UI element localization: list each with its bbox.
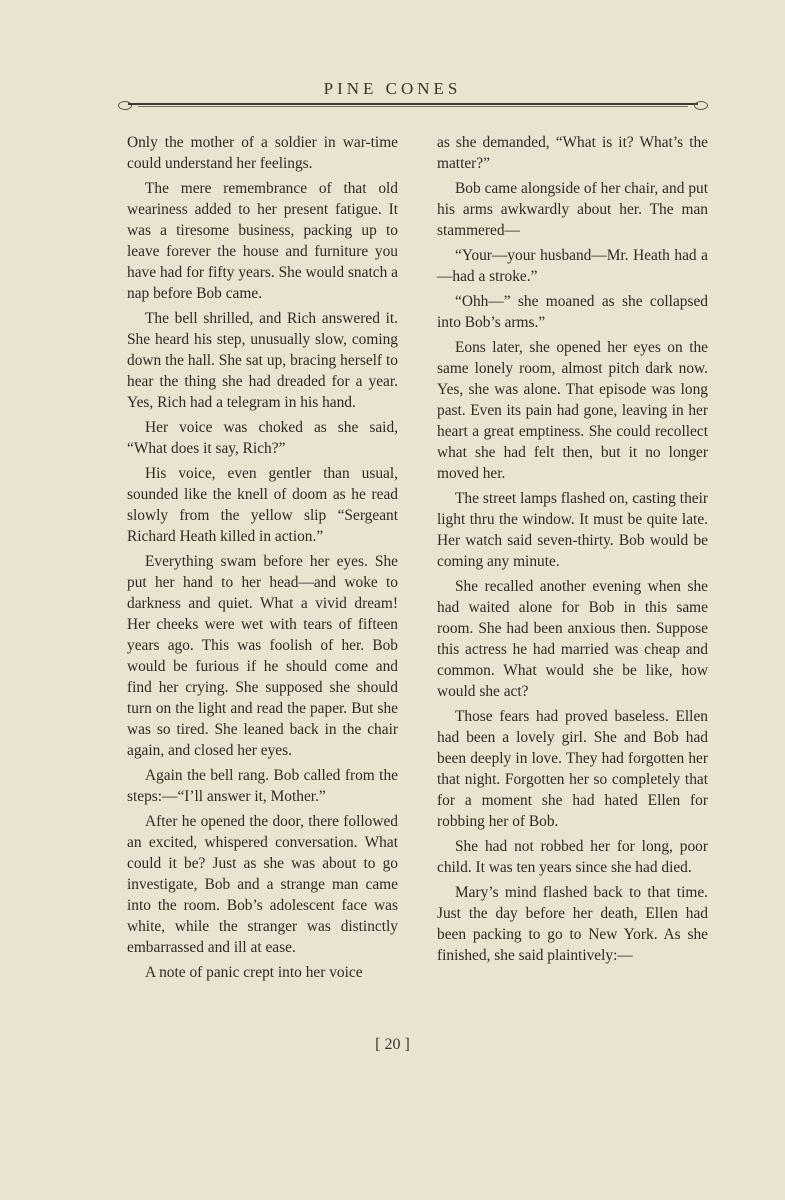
paragraph: Everything swam before her eyes. She put her hand to her head—and woke to darkness and quiet. What a vivid dream! Her cheeks were wet with tears of fifteen years ago. This was foolish of her. Bob would be furious if he should come and find her crying. She supposed she should turn on the light and read the paper. But she was so tired. She leaned back in the chair again, and closed her eyes. [127, 553, 398, 759]
paragraph: “Your—your husband—Mr. Heath had a—had a stroke.” [437, 247, 708, 285]
paragraph: Again the bell rang. Bob called from the steps:—“I’ll answer it, Mother.” [127, 767, 398, 805]
paragraph: A note of panic crept into her voice [145, 964, 363, 981]
right-text-column [437, 132, 708, 970]
paragraph: Eons later, she opened her eyes on the same lonely room, almost pitch dark now. Yes, she was alone. That episode was long past. Even its pain had gone, leaving in her heart a great emptiness. She could recollect what she had felt then, but it no longer moved her. [437, 339, 708, 482]
paragraph: She had not robbed her for long, poor child. It was ten years since she had died. [437, 838, 708, 876]
paragraph: Those fears had proved baseless. Ellen had been a lovely girl. She and Bob had been deeply in love. They had forgotten her that night. Forgotten her so completely that for a moment she had hated Ellen for robbing her of Bob. [437, 708, 708, 830]
paragraph: His voice, even gentler than usual, sounded like the knell of doom as he read slowly from the yellow slip “Sergeant Richard Heath killed in action.” [127, 465, 398, 545]
paragraph: Her voice was choked as she said, “What does it say, Rich?” [127, 419, 398, 457]
rule-ornament-right [694, 101, 708, 110]
rule-bar [128, 103, 698, 105]
paragraph: She recalled another evening when she had waited alone for Bob in this same room. She had been anxious then. Suppose this actress he had married was cheap and common. What would she be like, how would she act? [437, 578, 708, 700]
paragraph: Only the mother of a soldier in war-time could understand her feelings. [127, 134, 398, 172]
running-title: PINE CONES [323, 79, 462, 98]
left-text-column [127, 132, 398, 987]
paragraph: Bob came alongside of her chair, and put his arms awkwardly about her. The man stammered— [437, 180, 708, 239]
paragraph: The bell shrilled, and Rich answered it. She heard his step, unusually slow, coming down the hall. She sat up, bracing herself to hear the thing she had dreaded for a year. Yes, Rich had a telegram in his hand. [127, 310, 398, 411]
paragraph: The street lamps flashed on, casting their light thru the window. It must be quite late. Her watch said seven-thirty. Bob would be coming any minute. [437, 490, 708, 570]
paragraph: Mary’s mind flashed back to that time. Just the day before her death, Ellen had been packing to go to New York. As she finished, she said plaintively:— [437, 884, 708, 964]
paragraph: After he opened the door, there followed an excited, whispered conversation. What could it be? Just as she was about to go investigate, Bob and a strange man came into the room. Bob’s adolescent face was white, while the stranger was distinctly embarrassed and ill at ease. [127, 813, 398, 956]
paragraph: as she demanded, “What is it? What’s the matter?” [437, 134, 708, 172]
page-number: [ 20 ] [375, 1036, 410, 1053]
rule-thin-line [138, 106, 688, 107]
paragraph: “Ohh—” she moaned as she collapsed into Bob’s arms.” [437, 293, 708, 331]
header-ornamental-rule [118, 102, 708, 108]
paragraph: The mere remembrance of that old weariness added to her present fatigue. It was a tiresome business, packing up to leave forever the house and furniture you have had for fifty years. She would snatch a nap before Bob came. [127, 180, 398, 302]
